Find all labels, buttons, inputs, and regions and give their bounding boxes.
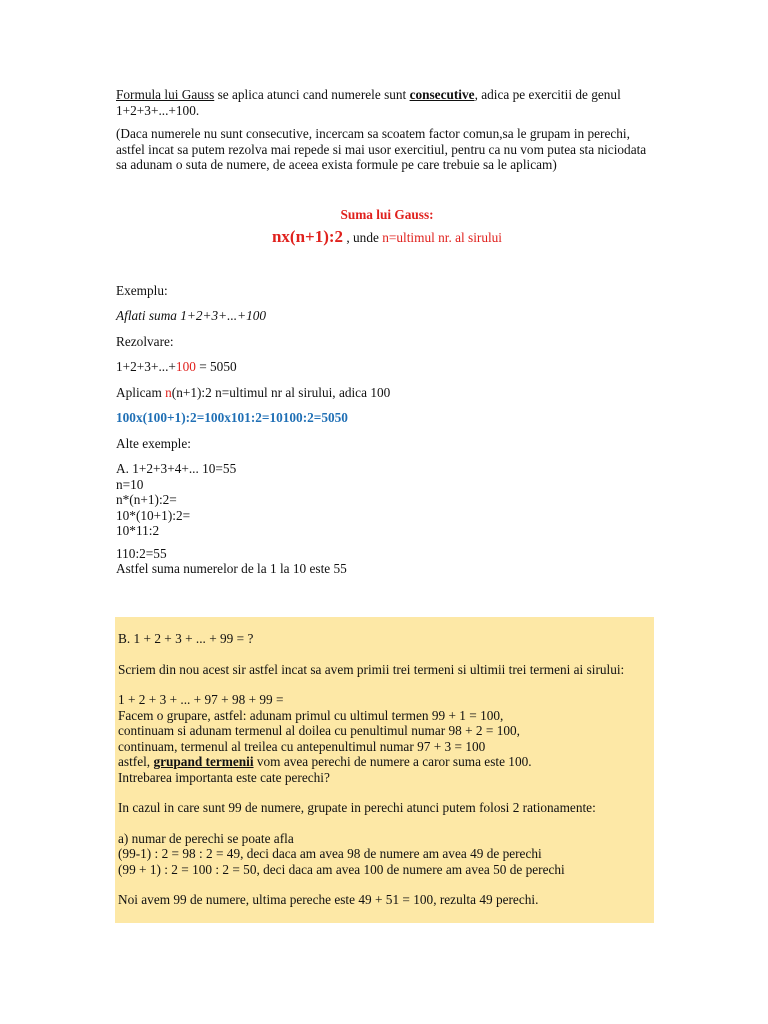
example-b-title: B. 1 + 2 + 3 + ... + 99 = ? (118, 631, 254, 646)
calc-line: 100x(100+1):2=100x101:2=10100:2=5050 (116, 410, 348, 425)
grouping-block (118, 692, 654, 785)
intrebare-line: Intrebarea importanta este cate perechi? (118, 769, 330, 785)
apply-post: (n+1):2 n=ultimul nr al sirului, adica 100 (171, 384, 391, 400)
example-a-line: n*(n+1):2= (116, 492, 177, 507)
grouping-line: continuam si adunam termenul al doilea cu penultimul numar 98 + 2 = 100, (118, 723, 520, 738)
gauss-formula-line (116, 229, 658, 246)
apply-pre: Aplicam (116, 384, 166, 400)
example-a-line: n=10 (116, 476, 144, 492)
note-paragraph: (Daca numerele nu sunt consecutive, incercam sa scoatem factor comun,sa le grupam in perechi, astfel incat sa putem rezolva mai repede si mai usor exercitiul, pentru ca nu vom putea sta niciodata sa adunam o suta de numere, de aceea exista formule pe care trebuie sa le aplicam) (116, 126, 647, 172)
example-task: Aflati suma 1+2+3+...+100 (116, 308, 267, 323)
example-heading: Exemplu: (116, 282, 168, 298)
apply-line (116, 385, 658, 401)
gauss-formula-link[interactable]: Formula lui Gauss (116, 87, 215, 102)
example-a-line: A. 1+2+3+4+... 10=55 (116, 461, 237, 476)
astfel-pre: astfel, (118, 754, 154, 769)
other-heading: Alte exemple: (116, 435, 191, 451)
in-cazul-line: In cazul in care sunt 99 de numere, grupate in perechi atunci putem folosi 2 rationamente: (118, 800, 596, 815)
sum-pre: 1+2+3+...+ (116, 359, 176, 374)
grouping-line: Facem o grupare, astfel: adunam primul cu ultimul termen 99 + 1 = 100, (118, 707, 504, 723)
final-line: Noi avem 99 de numere, ultima pereche este 49 + 51 = 100, rezulta 49 perechi. (118, 892, 539, 907)
example-a-line: 110:2=55 (116, 545, 167, 561)
astfel-line (118, 754, 654, 770)
example-a-result (116, 546, 658, 577)
rezolvare-heading: Rezolvare: (116, 333, 174, 349)
grupand-termenii: grupand termenii (153, 754, 254, 769)
a-line: (99 + 1) : 2 = 100 : 2 = 50, deci daca am avea 100 de numere am avea 50 de perechi (118, 861, 565, 877)
example-a-line: Astfel suma numerelor de la 1 la 10 este 55 (116, 561, 347, 576)
consecutive-word: consecutive (409, 87, 475, 102)
example-a-block (116, 461, 658, 539)
astfel-post: vom avea perechi de numere a caror suma este 100. (253, 754, 532, 769)
sum-post: = 5050 (195, 359, 237, 374)
example-b-box (115, 617, 654, 923)
apply-red: n (165, 384, 172, 400)
grouping-line: continuam, termenul al treilea cu antepenultimul numar 97 + 3 = 100 (118, 738, 486, 754)
sum-line (116, 359, 658, 375)
intro-text-2: , adica pe exercitii de genul 1+2+3+...+100. (116, 87, 621, 118)
intro-paragraph (116, 87, 658, 118)
grouping-line: 1 + 2 + 3 + ... + 97 + 98 + 99 = (118, 692, 284, 707)
a-block (118, 831, 654, 878)
a-line: (99-1) : 2 = 98 : 2 = 49, deci daca am avea 98 de numere am avea 49 de perechi (118, 846, 542, 861)
intro-text-1: se aplica atunci cand numerele sunt (214, 87, 410, 102)
scriem-line: Scriem din nou acest sir astfel incat sa avem primii trei termeni si ultimii trei termeni ai sirului: (118, 661, 625, 677)
gauss-title: Suma lui Gauss: (340, 206, 434, 222)
example-a-line: 10*(10+1):2= (116, 507, 191, 523)
n-definition: n=ultimul nr. al sirului (382, 230, 503, 245)
example-a-line: 10*11:2 (116, 523, 160, 538)
document-body (116, 87, 658, 577)
gauss-formula: nx(n+1):2 (271, 227, 344, 246)
unde-text: , unde (343, 230, 383, 245)
sum-red: 100 (175, 359, 196, 374)
a-line: a) numar de perechi se poate afla (118, 830, 294, 846)
